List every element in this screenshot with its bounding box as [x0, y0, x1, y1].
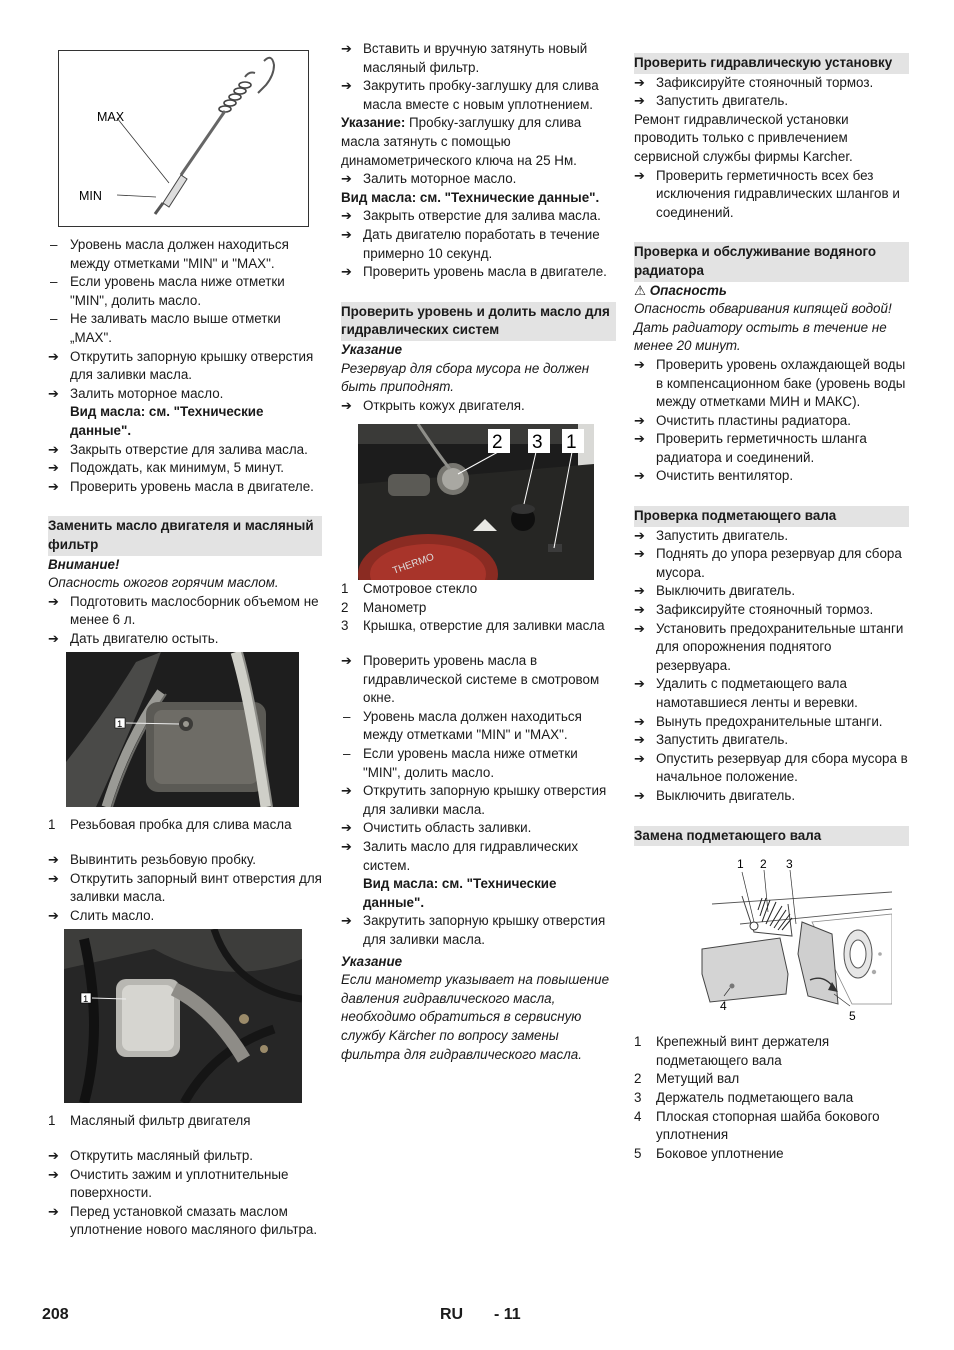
photo-callout-3: 3	[532, 432, 543, 454]
oil-filter-photo	[64, 929, 302, 1103]
drain-steps-list	[48, 851, 322, 925]
list-item	[341, 207, 616, 226]
list-item-text: Если уровень масла ниже отметки "MIN", долить масло.	[363, 746, 578, 780]
list-item-text: Удалить с подметающего вала намотавшиеся ленты и веревки.	[656, 676, 858, 710]
heading-sweep-replace: Замена подметающего вала	[634, 826, 909, 847]
photo-callout-2: 2	[492, 432, 503, 454]
list-item-text: Перед установкой смазать маслом уплотнение нового масляного фильтра.	[70, 1203, 318, 1238]
dipstick-figure	[58, 50, 309, 227]
list-item-text: Проверить герметичность шланга радиатора и соединений.	[656, 431, 867, 465]
photo1-callout: 1	[117, 719, 123, 731]
list-item	[48, 1147, 322, 1166]
svg-text:THERMO: THERMO	[391, 551, 436, 578]
legend-number: 4	[634, 1108, 642, 1124]
legend-item	[634, 1089, 909, 1108]
legend-text: Манометр	[363, 599, 427, 615]
list-item	[341, 40, 616, 77]
list-item-text: Очистить пластины радиатора.	[656, 412, 851, 428]
list-item-text: Выключить двигатель.	[656, 583, 796, 599]
arrow-icon: ➔	[48, 441, 59, 457]
legend-item	[634, 1033, 909, 1070]
legend-text: Боковое уплотнение	[656, 1145, 784, 1161]
caution-label: Внимание!	[48, 556, 120, 572]
list-item	[341, 226, 616, 263]
arrow-icon: ➔	[341, 226, 352, 242]
dash-bullet: –	[50, 237, 58, 252]
list-item	[634, 167, 909, 223]
list-item-text: Запустить двигатель.	[656, 732, 789, 748]
arrow-icon: ➔	[634, 74, 645, 90]
list-item-text: Вставить и вручную затянуть новый масляный фильтр.	[363, 41, 588, 75]
arrow-icon: ➔	[341, 41, 352, 56]
list-item	[634, 430, 909, 467]
arrow-icon: ➔	[48, 593, 59, 609]
list-item-text: Очистить область заливки.	[363, 820, 532, 836]
list-item	[341, 819, 616, 838]
arrow-icon: ➔	[634, 412, 645, 428]
list-item-text: Открутить запорную крышку отверстия для заливки масла.	[70, 348, 314, 383]
list-item-text: Закрыть отверстие для залива масла.	[70, 441, 308, 457]
filter-install-list	[341, 40, 616, 114]
arrow-icon: ➔	[634, 787, 645, 803]
fill-oil-list	[341, 170, 616, 189]
list-item	[48, 1166, 322, 1203]
list-item	[634, 545, 909, 582]
list-item-text: Закрутить запорную крышку отверстия для заливки масла.	[363, 913, 606, 947]
list-item-text: Вывинтить резьбовую пробку.	[70, 852, 256, 868]
list-item-text: Подождать, как минимум, 5 минут.	[70, 460, 284, 476]
heading-radiator: Проверка и обслуживание водяного радиатора	[634, 242, 909, 281]
prep-list	[48, 593, 322, 649]
close-cap-list	[341, 912, 616, 949]
list-item	[341, 838, 616, 875]
legend-item	[634, 1108, 909, 1145]
hydraulic-start-list	[634, 74, 909, 111]
list-item	[634, 713, 909, 732]
list-item-text: Проверить уровень масла в двигателе.	[70, 478, 314, 494]
drain-plug-photo	[66, 652, 299, 807]
legend-text: Смотровое стекло	[363, 581, 478, 597]
arrow-icon: ➔	[634, 167, 645, 183]
arrow-icon: ➔	[48, 348, 59, 364]
max-label: MAX	[97, 110, 125, 124]
list-item	[341, 170, 616, 189]
radiator-list	[634, 356, 909, 486]
list-item	[48, 870, 322, 907]
photo-callout-1: 1	[566, 432, 577, 454]
run-engine-list	[341, 207, 616, 281]
list-item	[341, 745, 616, 782]
list-item-text: Запустить двигатель.	[656, 93, 789, 109]
list-item	[634, 92, 909, 111]
list-item-text: Выключить двигатель.	[656, 787, 796, 803]
arrow-icon: ➔	[341, 264, 352, 280]
column-left	[48, 40, 322, 1240]
caption-drain-plug: 1 Резьбовая пробка для слива масла	[48, 817, 292, 833]
arrow-icon: ➔	[634, 602, 645, 618]
legend-text: Держатель подметающего вала	[656, 1089, 854, 1105]
list-item-text: Зафиксируйте стояночный тормоз.	[656, 74, 874, 90]
danger-label: ⚠ Опасность	[634, 282, 727, 298]
dash-bullet: –	[343, 746, 351, 762]
leak-check-list	[634, 167, 909, 223]
section-page: - 11	[494, 1306, 521, 1323]
arrow-icon: ➔	[634, 620, 645, 636]
arrow-icon: ➔	[341, 913, 352, 929]
torque-note: Указание: Пробку-заглушку для слива масла затянуть с помощью динамометрического ключа на 25 Нм.	[341, 115, 582, 168]
heading-change-oil: Заменить масло двигателя и масляный фильтр	[48, 516, 322, 555]
list-item	[634, 582, 909, 601]
photo2-callout: 1	[83, 994, 89, 1006]
list-item-text: Зафиксируйте стояночный тормоз.	[656, 602, 874, 618]
list-item-text: Проверить герметичность всех без исключения гидравлических шлангов и соединений.	[656, 167, 900, 220]
oil-type-note: Вид масла: см. "Технические данные".	[341, 189, 600, 205]
list-item	[634, 527, 909, 546]
list-item-text: Открутить запорную крышку отверстия для заливки масла.	[363, 783, 607, 817]
list-item	[48, 1203, 322, 1240]
hydraulic-oil-type: Вид масла: см. "Технические данные".	[363, 876, 557, 910]
list-item-text: Залить моторное масло.	[363, 171, 517, 187]
diagram-callout-3: 3	[786, 857, 793, 872]
arrow-icon: ➔	[341, 839, 352, 854]
sweep-roller-legend	[634, 1033, 909, 1163]
arrow-icon: ➔	[634, 431, 645, 447]
list-item	[341, 397, 616, 416]
list-item-text: Закрыть отверстие для залива масла.	[363, 208, 601, 224]
list-item-text: Залить моторное масло.	[70, 385, 224, 401]
list-item	[48, 236, 322, 273]
page-number: 208	[42, 1306, 69, 1323]
legend-number: 3	[634, 1089, 642, 1105]
list-item-text: Запустить двигатель.	[656, 527, 789, 543]
arrow-icon: ➔	[48, 630, 59, 646]
list-item	[634, 467, 909, 486]
dash-bullet: –	[50, 311, 58, 327]
heading-sweep-check: Проверка подметающего вала	[634, 506, 909, 527]
arrow-icon: ➔	[48, 852, 59, 868]
min-label: MIN	[79, 189, 102, 203]
list-item	[634, 750, 909, 787]
list-item-text: Проверить уровень масла в гидравлической системе в смотровом окне.	[363, 653, 600, 706]
hint-text: Резервуар для сбора мусора не должен быть приподнят.	[341, 360, 590, 395]
arrow-icon: ➔	[634, 546, 645, 562]
list-item	[341, 77, 616, 114]
legend-item	[341, 617, 616, 636]
arrow-icon: ➔	[48, 1148, 59, 1164]
list-item-text: Проверить уровень масла в двигателе.	[363, 264, 607, 280]
list-item	[634, 620, 909, 676]
list-item-text: Установить предохранительные штанги для опорожнения поднятого резервуара.	[656, 620, 904, 673]
list-item	[341, 782, 616, 819]
legend-item	[634, 1145, 909, 1164]
legend-number: 5	[634, 1145, 642, 1161]
list-item	[48, 441, 322, 460]
arrow-icon: ➔	[48, 1203, 59, 1219]
list-item	[48, 273, 322, 310]
list-item	[48, 459, 322, 478]
dash-bullet: –	[50, 274, 58, 290]
arrow-icon: ➔	[48, 460, 59, 476]
caption-oil-filter: 1 Масляный фильтр двигателя	[48, 1113, 251, 1129]
arrow-icon: ➔	[48, 870, 59, 886]
list-item	[634, 412, 909, 431]
sweep-check-list	[634, 527, 909, 806]
list-item-text: Вынуть предохранительные штанги.	[656, 713, 883, 729]
dash-bullet: –	[343, 708, 351, 724]
list-item-text: Открутить масляный фильтр.	[70, 1148, 254, 1164]
legend-item	[341, 599, 616, 618]
arrow-icon: ➔	[341, 653, 352, 669]
hint-label: Указание	[341, 341, 403, 357]
list-item	[341, 708, 616, 745]
list-item-text: Дать двигателю поработать в течение примерно 10 секунд.	[363, 226, 600, 261]
arrow-icon: ➔	[341, 78, 352, 94]
list-item	[48, 385, 322, 404]
list-item-text: Открутить запорный винт отверстия для заливки масла.	[70, 870, 322, 905]
legend-number: 1	[341, 581, 349, 597]
list-item-text: Уровень масла должен находиться между отметками "MIN" и "MAX".	[70, 237, 289, 271]
list-item	[48, 478, 322, 497]
list-item-text: Проверить уровень охлаждающей воды в компенсационном баке (уровень воды между отметками МИН и МАКС).	[656, 356, 906, 410]
arrow-icon: ➔	[48, 385, 59, 401]
list-item	[48, 348, 322, 385]
arrow-icon: ➔	[634, 583, 645, 599]
list-item-text: Уровень масла должен находиться между отметками "MIN" и "MAX".	[363, 708, 582, 743]
list-item-text: Закрутить пробку-заглушку для слива масла вместе с новым уплотнением.	[363, 78, 599, 112]
list-item	[634, 74, 909, 93]
open-cover-list	[341, 397, 616, 416]
arrow-icon: ➔	[634, 468, 645, 484]
arrow-icon: ➔	[634, 356, 645, 372]
list-item-text: Открыть кожух двигателя.	[363, 397, 525, 413]
oil-level-list	[48, 236, 322, 403]
list-item	[634, 731, 909, 750]
language-code: RU	[440, 1306, 464, 1323]
diagram-callout-2: 2	[760, 857, 767, 872]
arrow-icon: ➔	[48, 478, 59, 494]
repair-note: Ремонт гидравлической установки проводить только с привлечением сервисной службы фирмы Karcher.	[634, 111, 853, 164]
list-item-text: Дать двигателю остыть.	[70, 630, 219, 646]
arrow-icon: ➔	[341, 820, 352, 836]
arrow-icon: ➔	[634, 676, 645, 692]
list-item-text: Слить масло.	[70, 907, 155, 923]
legend-text: Крышка, отверстие для заливки масла	[363, 618, 605, 634]
list-item-text: Очистить зажим и уплотнительные поверхности.	[70, 1166, 289, 1201]
arrow-icon: ➔	[634, 93, 645, 109]
legend-number: 2	[341, 599, 349, 615]
list-item-text: Поднять до упора резервуар для сбора мусора.	[656, 546, 902, 580]
hydraulic-legend	[341, 580, 616, 636]
arrow-icon: ➔	[341, 208, 352, 224]
diagram-callout-1: 1	[737, 857, 744, 872]
list-item-text: Подготовить маслосборник объемом не менее 6 л.	[70, 593, 319, 628]
sweep-roller-diagram	[662, 854, 892, 1024]
diagram-callout-4: 4	[720, 999, 727, 1014]
list-item	[634, 356, 909, 412]
hydraulic-check-list	[341, 652, 616, 875]
list-item	[341, 912, 616, 949]
danger-text: Опасность обваривания кипящей водой! Дать радиатору остыть в течение не менее 20 минут.	[634, 301, 892, 354]
list-item-text: Очистить вентилятор.	[656, 468, 794, 484]
legend-item	[341, 580, 616, 599]
hint2-label: Указание	[341, 953, 403, 969]
legend-number: 2	[634, 1071, 642, 1087]
arrow-icon: ➔	[48, 1166, 59, 1182]
filter-steps-list	[48, 1147, 322, 1240]
column-right	[634, 40, 909, 1163]
arrow-icon: ➔	[634, 750, 645, 766]
dipstick-illustration	[59, 51, 308, 226]
legend-text: Плоская стопорная шайба бокового уплотнения	[656, 1108, 880, 1143]
list-item	[634, 675, 909, 712]
warning-icon: ⚠	[634, 282, 647, 298]
list-item	[48, 310, 322, 347]
list-item-text: Залить масло для гидравлических систем.	[363, 839, 579, 873]
legend-text: Метущий вал	[656, 1071, 740, 1087]
column-middle	[341, 40, 616, 1064]
list-item	[634, 787, 909, 806]
hydraulic-photo	[358, 424, 594, 580]
list-item-text: Если уровень масла ниже отметки "MIN", долить масло.	[70, 274, 285, 308]
list-item	[48, 630, 322, 649]
list-item	[48, 907, 322, 926]
list-item	[341, 263, 616, 282]
arrow-icon: ➔	[634, 732, 645, 748]
heading-check-hydraulic: Проверить гидравлическую установку	[634, 53, 909, 74]
legend-item	[634, 1070, 909, 1089]
list-item-text: Не заливать масло выше отметки „MAX".	[70, 311, 281, 345]
diagram-callout-5: 5	[849, 1009, 856, 1024]
legend-number: 1	[634, 1034, 642, 1050]
arrow-icon: ➔	[341, 171, 352, 187]
list-item	[48, 851, 322, 870]
hint2-text: Если манометр указывает на повышение давления гидравлического масла, необходимо обратиться в сервисную службу Kärcher по вопросу замены фильтра для гидравлического масла.	[341, 972, 610, 1062]
arrow-icon: ➔	[341, 397, 352, 413]
close-fill-list	[48, 441, 322, 497]
list-item	[634, 601, 909, 620]
arrow-icon: ➔	[634, 527, 645, 543]
arrow-icon: ➔	[634, 713, 645, 729]
legend-number: 3	[341, 618, 349, 634]
arrow-icon: ➔	[341, 783, 352, 799]
oil-type-note: Вид масла: см. "Технические данные".	[70, 404, 264, 438]
arrow-icon: ➔	[48, 907, 59, 923]
list-item	[48, 593, 322, 630]
caution-text: Опасность ожогов горячим маслом.	[48, 575, 279, 591]
list-item	[341, 652, 616, 708]
legend-text: Крепежный винт держателя подметающего вала	[656, 1034, 830, 1068]
heading-hydraulic-oil: Проверить уровень и долить масло для гидравлических систем	[341, 302, 616, 341]
list-item-text: Опустить резервуар для сбора мусора в начальное положение.	[656, 750, 908, 785]
